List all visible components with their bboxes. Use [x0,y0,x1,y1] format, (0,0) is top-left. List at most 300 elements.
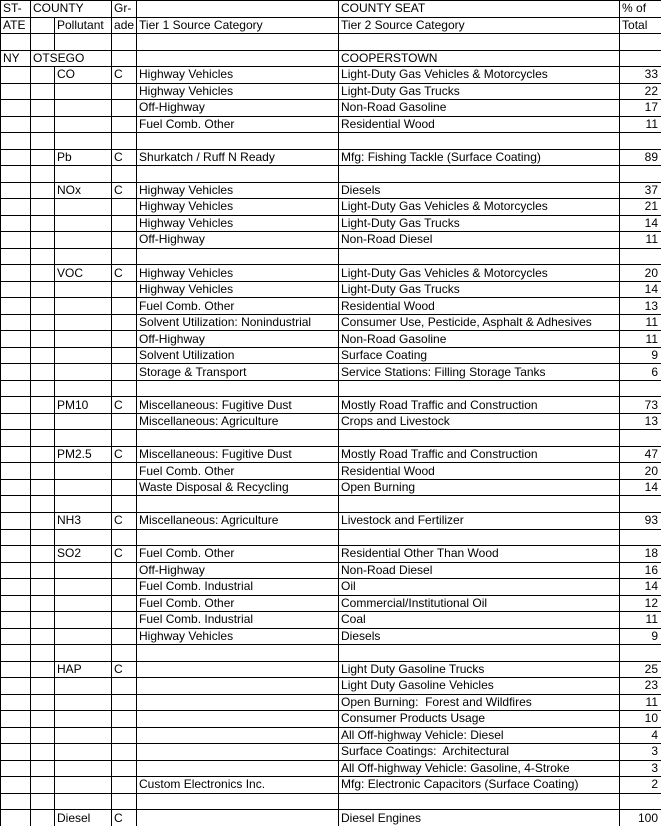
cell-county-indent [31,777,55,794]
cell-county-indent [31,34,55,51]
cell-tier1 [137,34,339,51]
cell-tier2: All Off-highway Vehicle: Gasoline, 4-Stroke [339,760,620,777]
data-row [1,546,661,563]
cell-pct [620,496,661,513]
cell-pct: 11 [620,116,661,133]
cell-pct: 20 [620,463,661,480]
cell-grade: C [112,182,137,199]
data-row [1,512,661,529]
cell-grade [112,314,137,331]
cell-grade [112,727,137,744]
cell-tier1: Solvent Utilization: Nonindustrial [137,314,339,331]
cell-state [1,645,31,662]
cell-tier1 [137,793,339,810]
cell-county-indent [31,612,55,629]
cell-grade: C [112,661,137,678]
cell-pollutant [55,529,112,546]
cell-tier2: Oil [339,579,620,596]
cell-pct: 11 [620,314,661,331]
cell-tier1 [137,760,339,777]
cell-tier1: Off-Highway [137,331,339,348]
cell-tier1: Highway Vehicles [137,182,339,199]
cell-tier2: Mostly Road Traffic and Construction [339,446,620,463]
cell-pct: 18 [620,546,661,563]
data-row [1,298,661,315]
cell-grade [112,133,137,150]
cell-tier1: Fuel Comb. Other [137,298,339,315]
cell-grade [112,612,137,629]
cell-pollutant [55,314,112,331]
cell-grade [112,744,137,761]
cell-county-indent [31,661,55,678]
cell-tier2: Non-Road Gasoline [339,100,620,117]
cell-grade [112,116,137,133]
cell-tier2: All Off-highway Vehicle: Diesel [339,727,620,744]
cell-pollutant [55,678,112,695]
cell-pollutant [55,711,112,728]
cell-pollutant [55,413,112,430]
cell-pct [620,430,661,447]
cell-tier2 [339,430,620,447]
cell-pct: 22 [620,83,661,100]
cell-tier2 [339,793,620,810]
cell-tier1 [137,50,339,67]
cell-tier2: Open Burning [339,479,620,496]
cell-state [1,100,31,117]
cell-grade: C [112,265,137,282]
cell-state [1,166,31,183]
cell-state [1,34,31,51]
cell-county-indent [31,380,55,397]
cell-pollutant [55,100,112,117]
cell-pct: 4 [620,727,661,744]
cell-grade [112,694,137,711]
cell-pollutant [55,83,112,100]
cell-tier1: Waste Disposal & Recycling [137,479,339,496]
cell-state [1,579,31,596]
cell-county-indent [31,562,55,579]
cell-county-indent [31,446,55,463]
cell-grade [112,777,137,794]
header-row-2 [1,17,661,34]
cell-state [1,628,31,645]
header-state-line1: ST- [1,1,31,18]
cell-pct [620,166,661,183]
cell-grade [112,380,137,397]
cell-tier1 [137,166,339,183]
cell-tier1: Highway Vehicles [137,215,339,232]
cell-state [1,479,31,496]
cell-grade [112,793,137,810]
cell-tier2 [339,166,620,183]
cell-grade [112,628,137,645]
blank-row [1,529,661,546]
cell-tier1 [137,711,339,728]
cell-pct: 20 [620,265,661,282]
cell-grade: C [112,67,137,84]
cell-tier1: Highway Vehicles [137,199,339,216]
cell-tier2 [339,34,620,51]
cell-pollutant: HAP [55,661,112,678]
cell-state [1,314,31,331]
cell-state [1,133,31,150]
cell-pollutant: PM10 [55,397,112,414]
data-row [1,694,661,711]
cell-state [1,182,31,199]
cell-tier1 [137,810,339,826]
cell-pct: 3 [620,760,661,777]
cell-county-indent [31,100,55,117]
data-row [1,413,661,430]
cell-county-indent [31,579,55,596]
cell-pct: 9 [620,347,661,364]
cell-pollutant [55,793,112,810]
cell-state [1,562,31,579]
cell-state [1,529,31,546]
blank-row [1,133,661,150]
cell-tier1 [137,496,339,513]
cell-grade: C [112,810,137,826]
cell-county-indent [31,83,55,100]
cell-tier1: Shurkatch / Ruff N Ready [137,149,339,166]
cell-county-indent [31,463,55,480]
cell-state [1,232,31,249]
cell-pollutant [55,199,112,216]
cell-pollutant [55,133,112,150]
cell-pct: 11 [620,331,661,348]
cell-pct: 13 [620,413,661,430]
header-grade-line1: Gr- [112,1,137,18]
cell-tier1: Solvent Utilization [137,347,339,364]
cell-pct: 12 [620,595,661,612]
cell-pollutant [55,628,112,645]
cell-grade: C [112,149,137,166]
blank-row [1,34,661,51]
cell-state [1,463,31,480]
cell-tier2: Diesel Engines [339,810,620,826]
data-row [1,232,661,249]
header-pct-line2: Total [620,17,661,34]
cell-county-indent [31,546,55,563]
cell-tier2: Light-Duty Gas Vehicles & Motorcycles [339,265,620,282]
cell-county-indent [31,413,55,430]
cell-county-indent [31,628,55,645]
cell-pct: 6 [620,364,661,381]
header-county: COUNTY [31,1,112,18]
cell-pct [620,645,661,662]
cell-tier1 [137,694,339,711]
cell-grade [112,248,137,265]
data-row [1,281,661,298]
cell-grade [112,678,137,695]
cell-grade [112,579,137,596]
cell-pollutant [55,166,112,183]
cell-pollutant [55,232,112,249]
cell-pollutant [55,281,112,298]
cell-tier2: Light-Duty Gas Vehicles & Motorcycles [339,199,620,216]
cell-grade [112,562,137,579]
cell-state [1,265,31,282]
header-tier2: Tier 2 Source Category [339,17,620,34]
cell-tier2: Mostly Road Traffic and Construction [339,397,620,414]
cell-grade [112,215,137,232]
cell-tier2: Non-Road Diesel [339,562,620,579]
cell-grade [112,298,137,315]
cell-grade [112,100,137,117]
cell-county-indent [31,430,55,447]
cell-tier1: Highway Vehicles [137,67,339,84]
cell-state [1,430,31,447]
cell-county-indent [31,265,55,282]
cell-pollutant [55,248,112,265]
data-row [1,314,661,331]
cell-pollutant: VOC [55,265,112,282]
cell-pct: 33 [620,67,661,84]
data-row [1,364,661,381]
cell-tier2: Light-Duty Gas Vehicles & Motorcycles [339,67,620,84]
cell-pct: 14 [620,281,661,298]
cell-county-seat: COOPERSTOWN [339,50,620,67]
cell-county-indent [31,694,55,711]
cell-tier2: Crops and Livestock [339,413,620,430]
cell-grade [112,760,137,777]
cell-tier1 [137,248,339,265]
cell-pollutant [55,463,112,480]
cell-grade [112,430,137,447]
cell-state [1,413,31,430]
header-pollutant: Pollutant [55,17,112,34]
cell-tier1: Custom Electronics Inc. [137,777,339,794]
data-row [1,67,661,84]
cell-grade [112,479,137,496]
cell-grade [112,166,137,183]
cell-pct: 21 [620,199,661,216]
data-row [1,397,661,414]
cell-tier1: Miscellaneous: Agriculture [137,512,339,529]
cell-state [1,777,31,794]
cell-pollutant [55,612,112,629]
cell-tier2 [339,529,620,546]
cell-grade [112,529,137,546]
cell-tier2: Service Stations: Filling Storage Tanks [339,364,620,381]
cell-tier2: Light Duty Gasoline Trucks [339,661,620,678]
cell-tier2: Light-Duty Gas Trucks [339,215,620,232]
cell-pollutant [55,579,112,596]
cell-county-indent [31,810,55,826]
cell-county-indent [31,364,55,381]
data-row [1,149,661,166]
data-row [1,116,661,133]
data-row [1,760,661,777]
cell-county-indent [31,711,55,728]
cell-tier2: Residential Wood [339,463,620,480]
cell-grade [112,281,137,298]
cell-pollutant [55,364,112,381]
cell-county-indent [31,727,55,744]
cell-county-indent [31,331,55,348]
data-row [1,562,661,579]
cell-grade [112,34,137,51]
cell-county-indent [31,512,55,529]
cell-county-indent [31,645,55,662]
cell-tier1: Storage & Transport [137,364,339,381]
cell-tier2: Mfg: Electronic Capacitors (Surface Coating) [339,777,620,794]
cell-pollutant [55,727,112,744]
cell-state [1,661,31,678]
cell-tier2 [339,496,620,513]
data-row [1,661,661,678]
cell-pollutant [55,331,112,348]
cell-county-indent [31,116,55,133]
cell-pct: 9 [620,628,661,645]
data-row [1,810,661,826]
cell-state [1,380,31,397]
cell-county-indent [31,529,55,546]
cell-tier2: Consumer Products Usage [339,711,620,728]
cell-pct: 14 [620,479,661,496]
cell-county-indent [31,232,55,249]
cell-county-indent [31,199,55,216]
cell-grade [112,364,137,381]
cell-grade: C [112,397,137,414]
cell-tier1: Off-Highway [137,100,339,117]
cell-county-indent [31,248,55,265]
cell-tier2: Non-Road Gasoline [339,331,620,348]
cell-state [1,810,31,826]
cell-pct [620,793,661,810]
header-row-1 [1,1,661,18]
cell-tier2 [339,248,620,265]
cell-state [1,199,31,216]
blank-row [1,645,661,662]
data-row [1,727,661,744]
cell-pollutant [55,760,112,777]
cell-grade [112,50,137,67]
cell-pct [620,529,661,546]
cell-pct: 93 [620,512,661,529]
cell-pct: 13 [620,298,661,315]
cell-tier1: Fuel Comb. Other [137,546,339,563]
cell-state [1,298,31,315]
cell-state [1,546,31,563]
cell-pct: 11 [620,694,661,711]
cell-grade [112,83,137,100]
cell-pollutant [55,215,112,232]
cell-tier1: Highway Vehicles [137,628,339,645]
cell-state [1,446,31,463]
data-row [1,612,661,629]
header-tier1-spacer [137,1,339,18]
data-row [1,83,661,100]
cell-pct: 47 [620,446,661,463]
cell-tier2: Coal [339,612,620,629]
cell-state [1,116,31,133]
data-row [1,199,661,216]
cell-county-indent [31,397,55,414]
cell-tier2 [339,133,620,150]
cell-pollutant: PM2.5 [55,446,112,463]
cell-pct: 14 [620,215,661,232]
data-row [1,579,661,596]
cell-tier2: Diesels [339,182,620,199]
cell-county-indent [31,298,55,315]
data-row [1,744,661,761]
cell-grade [112,347,137,364]
cell-tier2: Residential Wood [339,298,620,315]
cell-tier2: Light-Duty Gas Trucks [339,83,620,100]
cell-pollutant: CO [55,67,112,84]
cell-state [1,727,31,744]
cell-grade [112,645,137,662]
data-row [1,463,661,480]
cell-tier1 [137,645,339,662]
header-tier1: Tier 1 Source Category [137,17,339,34]
cell-state [1,678,31,695]
cell-county-indent [31,314,55,331]
cell-county-indent [31,595,55,612]
cell-tier1: Fuel Comb. Industrial [137,612,339,629]
cell-county-indent [31,67,55,84]
cell-state [1,215,31,232]
cell-pollutant [55,347,112,364]
blank-row [1,380,661,397]
cell-state [1,711,31,728]
cell-tier2: Mfg: Fishing Tackle (Surface Coating) [339,149,620,166]
data-row [1,711,661,728]
cell-pct: 89 [620,149,661,166]
cell-pollutant: NOx [55,182,112,199]
cell-pollutant [55,777,112,794]
cell-state [1,364,31,381]
cell-tier2: Surface Coating [339,347,620,364]
data-row [1,347,661,364]
cell-pollutant: Pb [55,149,112,166]
cell-state [1,793,31,810]
cell-pct: 25 [620,661,661,678]
cell-pollutant [55,34,112,51]
cell-pollutant [55,562,112,579]
cell-tier2: Livestock and Fertilizer [339,512,620,529]
cell-pollutant [55,645,112,662]
cell-county-indent [31,347,55,364]
cell-grade: C [112,546,137,563]
cell-state [1,612,31,629]
cell-tier2: Diesels [339,628,620,645]
cell-pollutant [55,380,112,397]
cell-pct [620,34,661,51]
cell-state [1,397,31,414]
cell-tier2: Light-Duty Gas Trucks [339,281,620,298]
data-row [1,331,661,348]
cell-pct: 14 [620,579,661,596]
cell-tier2: Light Duty Gasoline Vehicles [339,678,620,695]
cell-tier1: Miscellaneous: Agriculture [137,413,339,430]
cell-pollutant [55,430,112,447]
cell-grade [112,711,137,728]
cell-tier2: Residential Wood [339,116,620,133]
cell-county: OTSEGO [31,50,112,67]
cell-county-indent [31,793,55,810]
cell-tier1 [137,744,339,761]
cell-pollutant [55,595,112,612]
cell-tier1 [137,430,339,447]
cell-grade [112,199,137,216]
cell-pct: 3 [620,744,661,761]
cell-pct: 10 [620,711,661,728]
cell-tier1 [137,661,339,678]
cell-tier1: Fuel Comb. Other [137,116,339,133]
cell-county-indent [31,149,55,166]
